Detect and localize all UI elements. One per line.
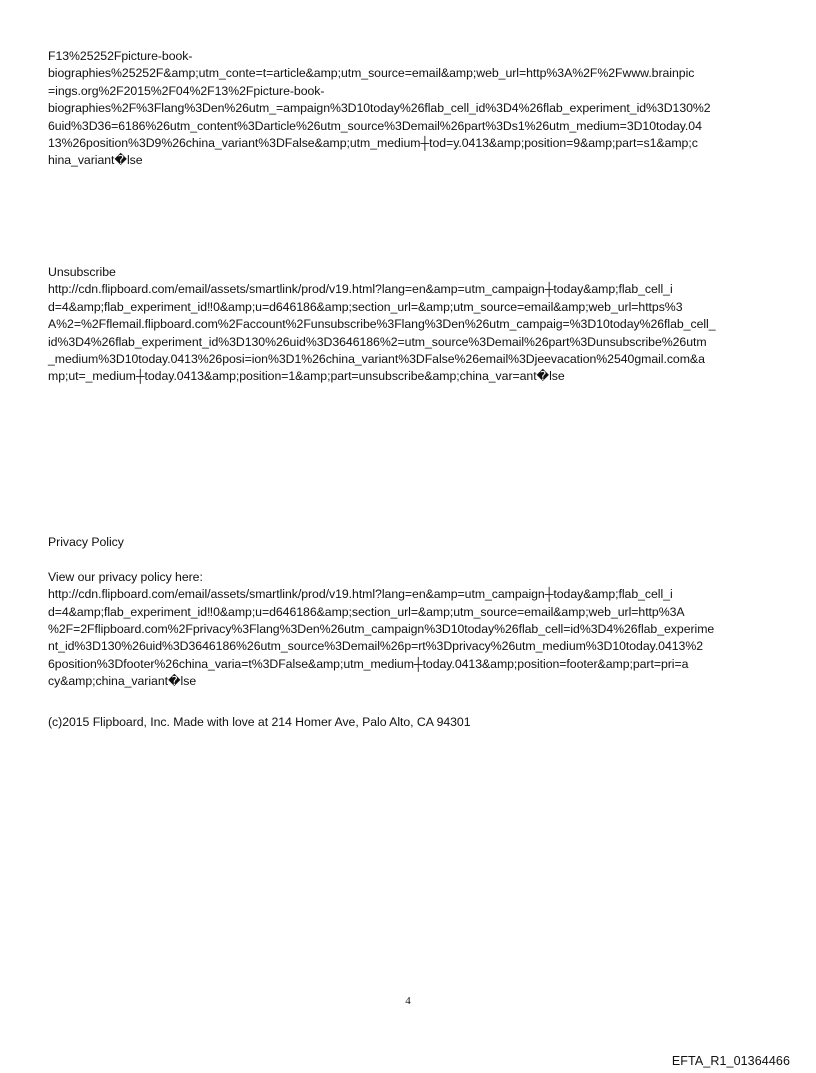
privacy-link-line[interactable]: 6position%3Dfooter%26china_varia=t%3DFalse&amp;utm_medium┼today.0413&amp;position=footer&amp;part=pri=a (48, 656, 689, 671)
copyright-notice (48, 714, 778, 731)
url-line: 13%26position%3D9%26china_variant%3DFalse&amp;utm_medium┼tod=y.0413&amp;position=9&amp;part=s1&amp;c (48, 135, 698, 150)
url-line: F13%25252Fpicture-book- (48, 49, 193, 63)
unsubscribe-link-line[interactable]: d=4&amp;flab_experiment_id‼0&amp;u=d646186&amp;section_url=&amp;utm_source=email&amp;web_url=https%3 (48, 299, 683, 314)
privacy-intro: View our privacy policy here: (48, 569, 203, 584)
privacy-link-line[interactable]: cy&amp;china_variant�lse (48, 674, 197, 689)
unsubscribe-link-line[interactable]: http://cdn.flipboard.com/email/assets/smartlink/prod/v19.html?lang=en&amp=utm_campaign┼today&amp;flab_cell_i (48, 282, 673, 297)
url-line: =ings.org%2F2015%2F04%2F13%2Fpicture-book- (48, 83, 325, 98)
privacy-link-line[interactable]: d=4&amp;flab_experiment_id‼0&amp;u=d646186&amp;section_url=&amp;utm_source=email&amp;web_url=http%3A (48, 604, 685, 619)
unsubscribe-link-line[interactable]: _medium%3D10today.0413%26posi=ion%3D1%26china_variant%3DFalse%26email%3Djeevacation%2540gmail.com&a (48, 351, 705, 366)
url-line: hina_variant�lse (48, 153, 143, 168)
url-line: 6uid%3D36=6186%26utm_content%3Darticle%26utm_source%3Demail%26part%3Ds1%26utm_medium=3D10today.04 (48, 118, 702, 133)
unsubscribe-section (48, 264, 778, 386)
privacy-heading: Privacy Policy (48, 535, 124, 549)
privacy-link-line[interactable]: nt_id%3D130%26uid%3D3646186%26utm_source%3Demail%26p=rt%3Dprivacy%26utm_medium%3D10today.0413%2 (48, 639, 704, 654)
privacy-link-line[interactable]: http://cdn.flipboard.com/email/assets/smartlink/prod/v19.html?lang=en&amp=utm_campaign┼today&amp;flab_cell_i (48, 587, 673, 602)
url-line: biographies%2F%3Flang%3Den%26utm_=ampaign%3D10today%26flab_cell_id%3D4%26flab_experiment_id%3D130%2 (48, 101, 711, 116)
document-id: EFTA_R1_01364466 (671, 1054, 790, 1068)
unsubscribe-link-line[interactable]: mp;ut=_medium┼today.0413&amp;position=1&amp;part=unsubscribe&amp;china_var=ant�lse (48, 369, 565, 384)
tracking-url-block (48, 48, 778, 170)
copyright-text: (c)2015 Flipboard, Inc. Made with love at 214 Homer Ave, Palo Alto, CA 94301 (48, 715, 471, 729)
privacy-policy-section (48, 534, 778, 691)
page-number: 4 (405, 995, 411, 1007)
unsubscribe-link-line[interactable]: A%2=%2Fflemail.flipboard.com%2Faccount%2Funsubscribe%3Flang%3Den%26utm_campaig=%3D10today%26flab_cell_ (48, 317, 716, 332)
unsubscribe-link-line[interactable]: id%3D4%26flab_experiment_id%3D130%26uid%3D3646186%2=utm_source%3Demail%26part%3Dunsubscribe%26utm (48, 334, 707, 349)
privacy-link-line[interactable]: %2F=2Fflipboard.com%2Fprivacy%3Flang%3Den%26utm_campaign%3D10today%26flab_cell=id%3D4%26flab_experime (48, 621, 715, 636)
url-line: biographies%25252F&amp;utm_conte=t=article&amp;utm_source=email&amp;web_url=http%3A%2F%2Fwww.brainpic (48, 66, 695, 81)
spacer (48, 551, 778, 568)
unsubscribe-heading: Unsubscribe (48, 265, 116, 279)
